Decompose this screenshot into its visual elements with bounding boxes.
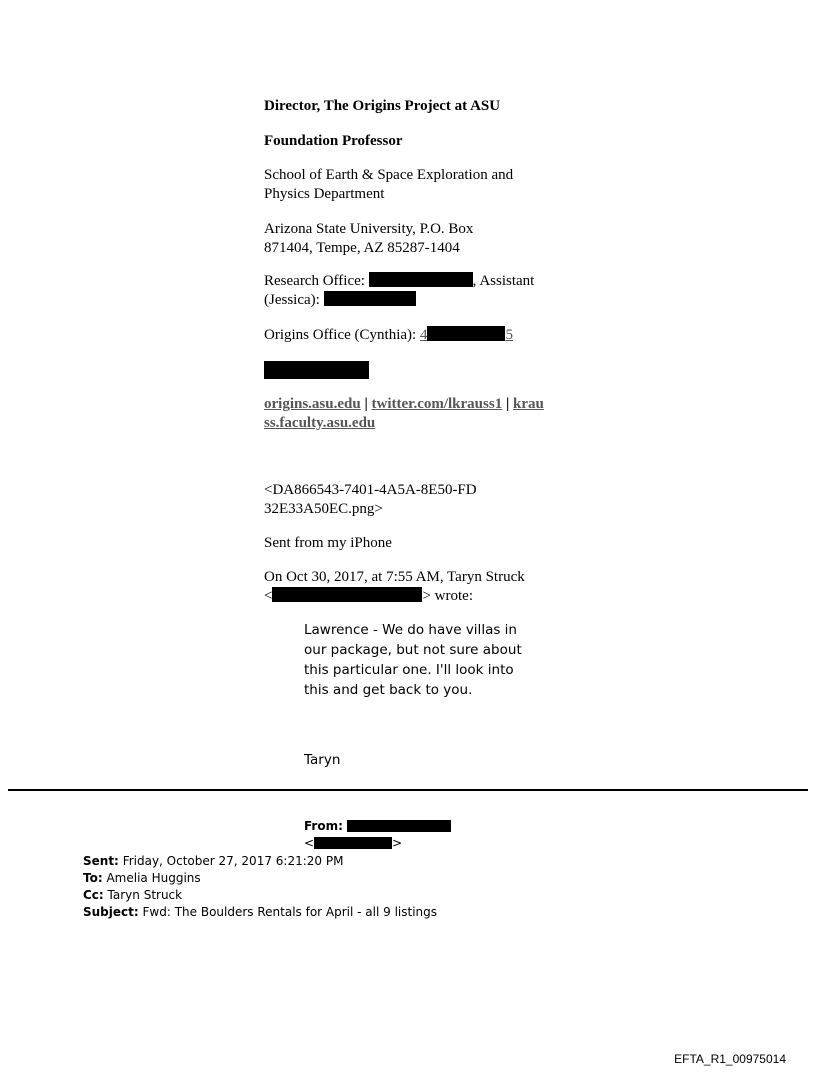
sent-value: Friday, October 27, 2017 6:21:20 PM (122, 854, 344, 868)
subject-value: Fwd: The Boulders Rentals for April - all 9 listings (142, 905, 438, 919)
divider-line (8, 789, 808, 791)
to-line: To: Amelia Huggins (83, 871, 201, 885)
origins-office-line (264, 326, 554, 345)
quote-header: On Oct 30, 2017, at 7:55 AM, Taryn Struck < > wrote: (264, 569, 525, 604)
twitter-link[interactable]: twitter.com/lkrauss1 (371, 396, 503, 412)
research-office-label: Research Office: (264, 273, 365, 289)
signature-address: Arizona State University, P.O. Box 871404, Tempe, AZ 85287-1404 (264, 221, 474, 256)
origins-link[interactable]: origins.asu.edu (264, 396, 361, 412)
redaction-block (314, 837, 392, 849)
bates-number: EFTA_R1_00975014 (674, 1052, 786, 1066)
faculty-link[interactable]: krauss.faculty.asu.edu (264, 396, 544, 431)
sent-line: Sent: Friday, October 27, 2017 6:21:20 PM (83, 854, 344, 868)
quote-header-intro: On Oct 30, 2017, at 7:55 AM, Taryn Struck (264, 569, 525, 585)
from-line: From: < > (304, 818, 451, 852)
redaction-block (264, 361, 369, 379)
quoted-message-body: Lawrence - We do have villas in our package, but not sure about this particular one. I'll look into this and get back to you. (304, 622, 522, 698)
from-label: From: (304, 819, 343, 833)
origins-office-label: Origins Office (Cynthia): (264, 327, 417, 343)
cc-value: Taryn Struck (107, 888, 183, 902)
redaction-block (324, 291, 416, 306)
subject-line: Subject: Fwd: The Boulders Rentals for April - all 9 listings (83, 905, 438, 919)
quoted-message-signoff: Taryn (304, 752, 341, 768)
redaction-block (427, 326, 505, 341)
sent-from-line: Sent from my iPhone (264, 535, 392, 551)
attachment-name: <DA866543-7401-4A5A-8E50-FD32E33A50EC.png> (264, 482, 477, 517)
assistant-label: , Assistant (Jessica): (264, 273, 535, 308)
redaction-block (272, 587, 422, 602)
signature-phones (264, 272, 544, 310)
signature-department: School of Earth & Space Exploration and Physics Department (264, 167, 514, 202)
cc-line: Cc: Taryn Struck (83, 888, 183, 902)
to-value: Amelia Huggins (106, 871, 201, 885)
signature-links: origins.asu.edu | twitter.com/lkrauss1 | krauss.faculty.asu.edu (264, 396, 544, 431)
redaction-block (369, 272, 473, 287)
origins-office-phone[interactable]: 4 5 (419, 327, 513, 343)
signature-position: Foundation Professor (264, 133, 403, 149)
signature-title: Director, The Origins Project at ASU (264, 98, 501, 114)
redaction-block (347, 820, 451, 832)
